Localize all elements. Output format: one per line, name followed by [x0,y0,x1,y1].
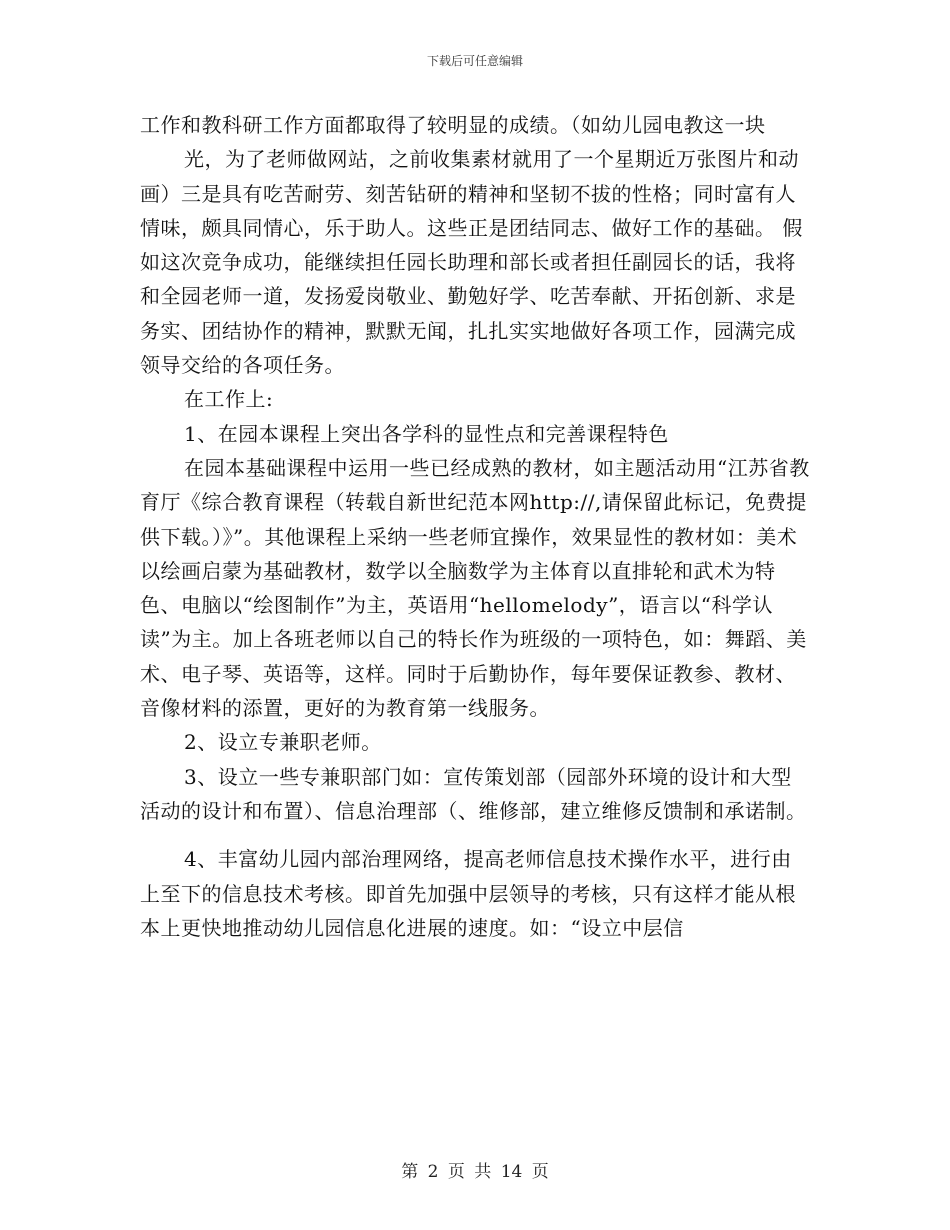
paragraph-item-3: 3、设立一些专兼职部门如：宣传策划部（园部外环境的设计和大型活动的设计和布置）、信息治理部（、维修部，建立维修反馈制和承诺制。 [140,764,807,823]
paragraph-item-1-heading: 1、在园本课程上突出各学科的显性点和完善课程特色 [184,421,669,446]
paragraph-item-4: 4、丰富幼儿园内部治理网络，提高老师信息技术操作水平，进行由上至下的信息技术考核。即首先加强中层领导的考核，只有这样才能从根本上更快地推动幼儿园信息化进展的速度。如：“设立中层信 [140,847,796,940]
page-footer: 第 2 页 共 14 页 [401,1162,549,1182]
paragraph-qualities: 光，为了老师做网站，之前收集素材就用了一个星期近万张图片和动画）三是具有吃苦耐劳、刻苦钻研的精神和坚韧不拔的性格；同时富有人情味，颇具同情心，乐于助人。这些正是团结同志、做好工作的基础。 假如这次竞争成功，能继续担任园长助理和部长或者担任副园长的话，我将和全园老师一道，发扬爱岗敬业、勤勉好学、吃苦奉献、开拓创新、求是务实、团结协作的精神，默默无闻，扎扎实实地做好各项工作，园满完成领导交给的各项任务。 [140,147,803,378]
paragraph-work-heading: 在工作上: [184,387,274,412]
paragraph-item-1-body: 在园本基础课程中运用一些已经成熟的教材，如主题活动用“江苏省教育厅《综合教育课程（转载自新世纪范本网http://,请保留此标记，免费提供下载。）》”。其他课程上采纳一些老师宜操作，效果显性的教材如：美术以绘画启蒙为基础教材，数学以全脑数学为主体育以直排轮和武术为特色、电脑以“绘图制作”为主，英语用“hellomelody”，语言以“科学认读”为主。加上各班老师以自己的特长作为班级的一项特色，如：舞蹈、美术、电子琴、英语等，这样。同时于后勤协作，每年要保证教参、教材、音像材料的添置，更好的为教育第一线服务。 [140,455,810,721]
page-header: 下载后可任意编辑 [426,54,523,68]
paragraph-gap [140,828,810,842]
body-text [140,108,810,945]
paragraph-item-2: 2、设立专兼职老师。 [184,730,382,755]
paragraph-continuation: 工作和教科研工作方面都取得了较明显的成绩。（如幼儿园电教这一块 [140,113,766,137]
